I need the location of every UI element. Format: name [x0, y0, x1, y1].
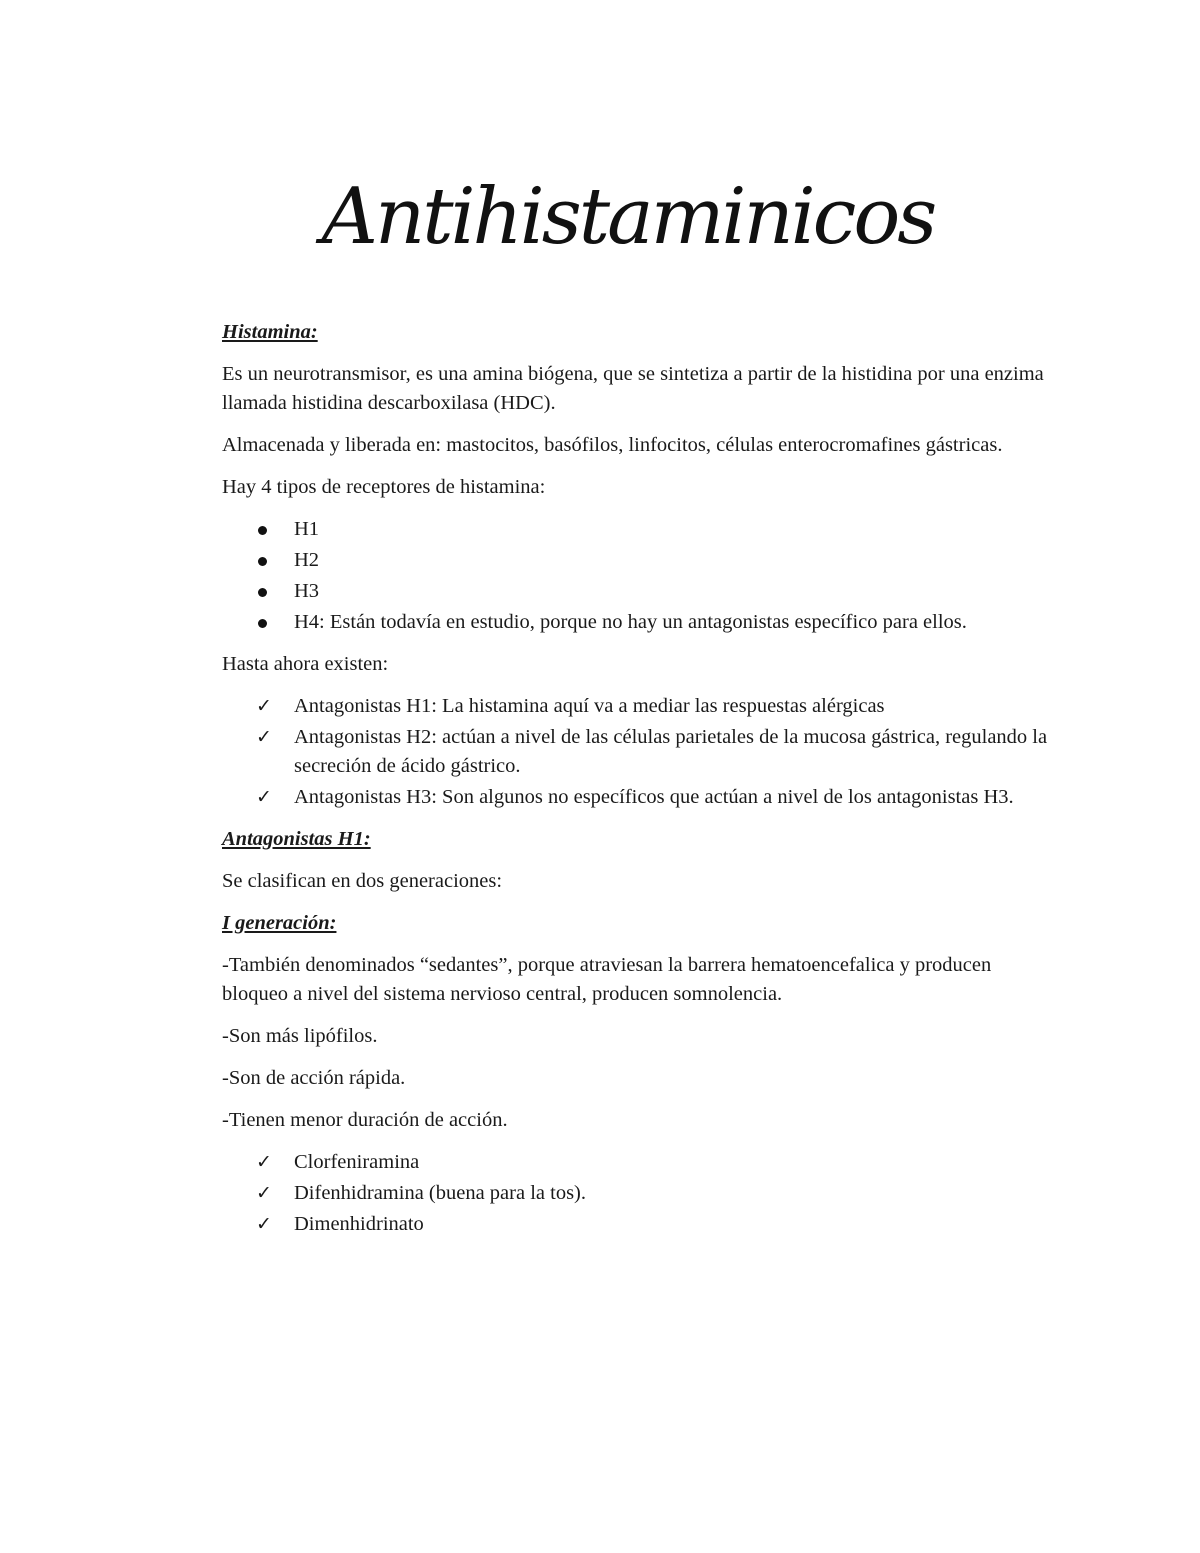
list-item [222, 1179, 1052, 1208]
list-item [222, 1210, 1052, 1239]
list-item-text: Difenhidramina (buena para la tos). [294, 1182, 587, 1204]
checkmark-icon: ✓ [256, 726, 272, 748]
list-item [222, 608, 1052, 637]
list-item [222, 515, 1052, 544]
paragraph-definition: Es un neurotransmisor, es una amina biógena, que se sintetiza a partir de la histidina por una enzima llamada histidina descarboxilasa (HDC). [222, 363, 1044, 414]
checkmark-icon: ✓ [256, 1213, 272, 1235]
heading-first-generation: I generación: [222, 912, 337, 934]
list-item-text: H2 [294, 549, 320, 571]
paragraph-accion-rapida: -Son de acción rápida. [222, 1067, 406, 1089]
list-item [222, 783, 1052, 812]
list-item-text: Antagonistas H2: actúan a nivel de las células parietales de la mucosa gástrica, regulando la secreción de ácido gástrico. [294, 726, 1048, 777]
bullet-icon [258, 557, 267, 566]
bullet-icon [258, 588, 267, 597]
heading-antagonistas-h1: Antagonistas H1: [222, 828, 371, 850]
receptor-list [222, 515, 1052, 637]
paragraph-receptor-types: Hay 4 tipos de receptores de histamina: [222, 476, 546, 498]
paragraph-existing: Hasta ahora existen: [222, 653, 389, 675]
document-body [222, 318, 1052, 1252]
bullet-icon [258, 526, 267, 535]
list-item-text: Dimenhidrinato [294, 1213, 424, 1235]
list-item-text: H1 [294, 518, 320, 540]
list-item [222, 546, 1052, 575]
heading-histamina: Histamina: [222, 321, 318, 343]
list-item [222, 692, 1052, 721]
checkmark-icon: ✓ [256, 695, 272, 717]
bullet-icon [258, 619, 267, 628]
paragraph-classification: Se clasifican en dos generaciones: [222, 870, 503, 892]
list-item-text: H4: Están todavía en estudio, porque no hay un antagonistas específico para ellos. [294, 611, 967, 633]
list-item [222, 1148, 1052, 1177]
list-item [222, 577, 1052, 606]
drug-list [222, 1148, 1052, 1239]
paragraph-sedantes: -También denominados “sedantes”, porque atraviesan la barrera hematoencefalica y producen bloqueo a nivel del sistema nervioso central, producen somnolencia. [222, 954, 992, 1005]
paragraph-duracion: -Tienen menor duración de acción. [222, 1109, 508, 1131]
list-item [222, 723, 1052, 781]
list-item-text: H3 [294, 580, 320, 602]
page-title: Antihistaminicos [321, 172, 935, 262]
paragraph-storage: Almacenada y liberada en: mastocitos, basófilos, linfocitos, células enterocromafines gástricas. [222, 434, 1003, 456]
paragraph-lipofilos: -Son más lipófilos. [222, 1025, 378, 1047]
list-item-text: Antagonistas H3: Son algunos no específicos que actúan a nivel de los antagonistas H3. [294, 786, 1014, 808]
list-item-text: Antagonistas H1: La histamina aquí va a mediar las respuestas alérgicas [294, 695, 885, 717]
antagonist-list [222, 692, 1052, 812]
checkmark-icon: ✓ [256, 786, 272, 808]
checkmark-icon: ✓ [256, 1151, 272, 1173]
list-item-text: Clorfeniramina [294, 1151, 420, 1173]
checkmark-icon: ✓ [256, 1182, 272, 1204]
